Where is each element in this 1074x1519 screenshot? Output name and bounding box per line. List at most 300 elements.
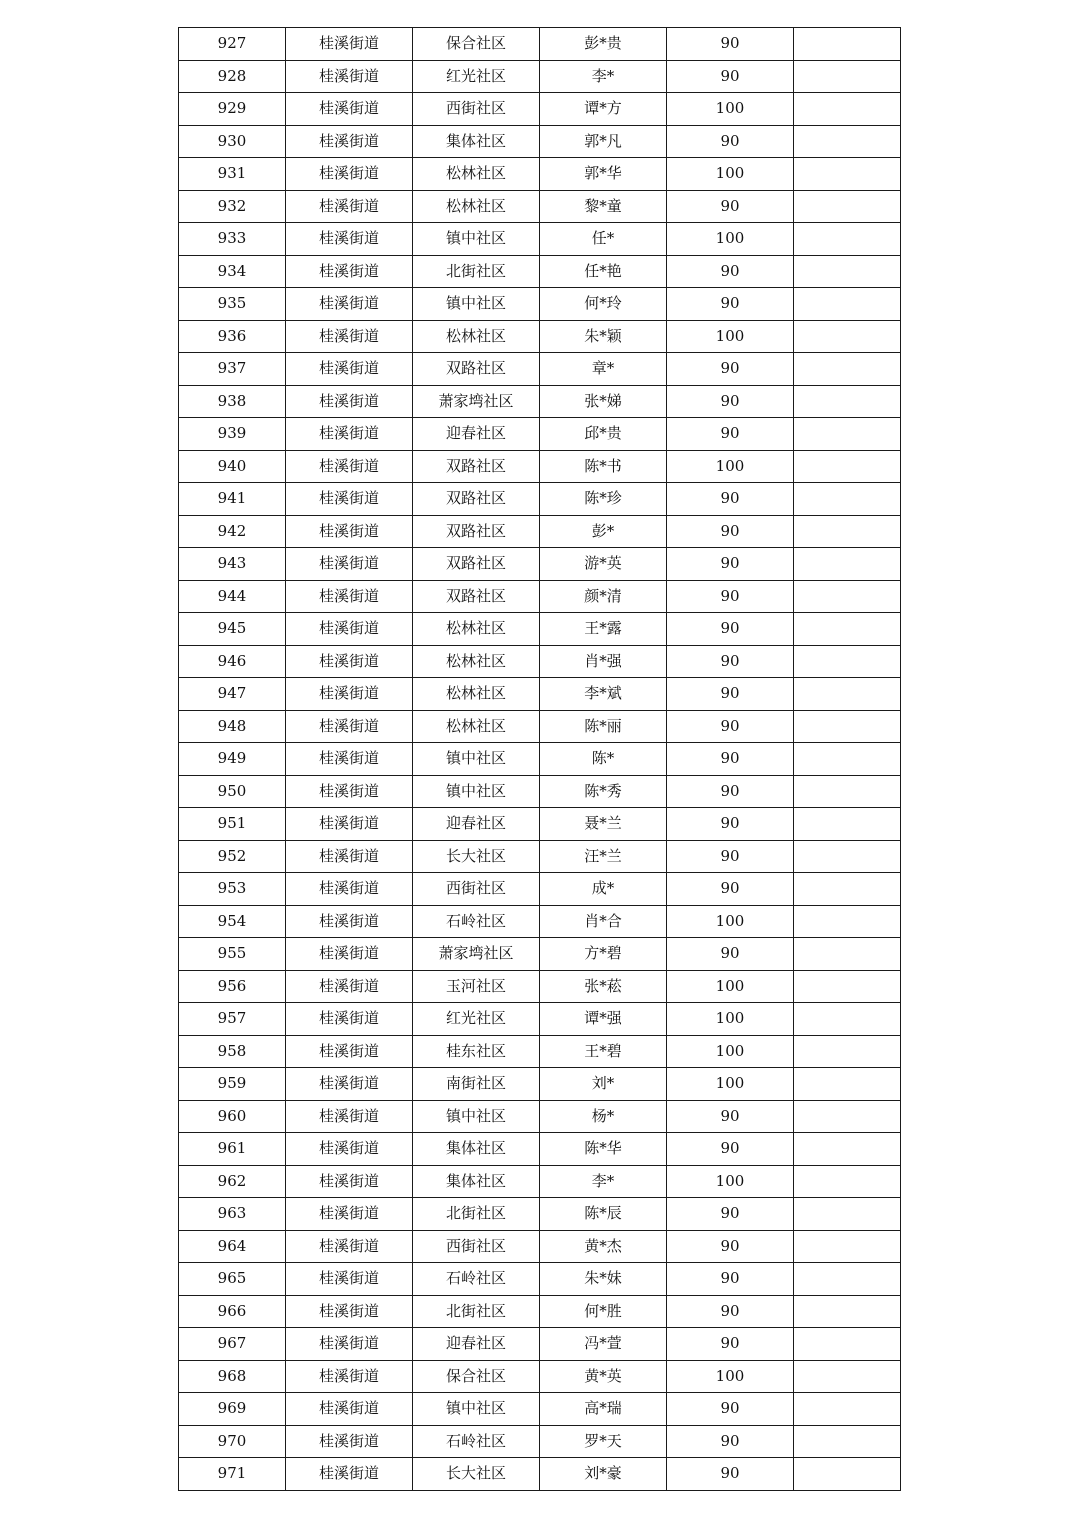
row-number: 971 [179,1458,286,1491]
score-cell: 100 [667,223,794,256]
street-cell: 桂溪街道 [286,840,413,873]
score-cell: 90 [667,873,794,906]
remark-cell [794,840,901,873]
row-number: 958 [179,1035,286,1068]
row-number: 967 [179,1328,286,1361]
table-row [179,743,901,776]
remark-cell [794,255,901,288]
remark-cell [794,873,901,906]
table-row [179,320,901,353]
community-cell: 玉河社区 [413,970,540,1003]
street-cell: 桂溪街道 [286,1100,413,1133]
street-cell: 桂溪街道 [286,418,413,451]
community-cell: 桂东社区 [413,1035,540,1068]
name-cell: 汪*兰 [540,840,667,873]
row-number: 966 [179,1295,286,1328]
table-row [179,158,901,191]
score-cell: 100 [667,158,794,191]
score-cell: 90 [667,28,794,61]
name-cell: 彭* [540,515,667,548]
table-row [179,710,901,743]
remark-cell [794,905,901,938]
street-cell: 桂溪街道 [286,775,413,808]
community-cell: 萧家塆社区 [413,938,540,971]
name-cell: 郭*华 [540,158,667,191]
street-cell: 桂溪街道 [286,1328,413,1361]
street-cell: 桂溪街道 [286,873,413,906]
name-cell: 李* [540,60,667,93]
street-cell: 桂溪街道 [286,1003,413,1036]
row-number: 951 [179,808,286,841]
name-cell: 何*玲 [540,288,667,321]
table-row [179,1003,901,1036]
name-cell: 李* [540,1165,667,1198]
name-cell: 任* [540,223,667,256]
table-row [179,190,901,223]
remark-cell [794,450,901,483]
score-cell: 100 [667,1035,794,1068]
street-cell: 桂溪街道 [286,613,413,646]
remark-cell [794,483,901,516]
table-row [179,1165,901,1198]
table-row [179,483,901,516]
community-cell: 双路社区 [413,353,540,386]
remark-cell [794,93,901,126]
street-cell: 桂溪街道 [286,1425,413,1458]
community-cell: 迎春社区 [413,1328,540,1361]
community-cell: 红光社区 [413,60,540,93]
score-cell: 90 [667,548,794,581]
score-cell: 90 [667,1458,794,1491]
table-row [179,1230,901,1263]
score-cell: 90 [667,1393,794,1426]
table-row [179,645,901,678]
score-cell: 90 [667,353,794,386]
community-cell: 松林社区 [413,320,540,353]
name-cell: 刘*豪 [540,1458,667,1491]
name-cell: 谭*方 [540,93,667,126]
street-cell: 桂溪街道 [286,450,413,483]
name-cell: 陈*丽 [540,710,667,743]
table-row [179,1425,901,1458]
community-cell: 双路社区 [413,580,540,613]
remark-cell [794,1198,901,1231]
remark-cell [794,1035,901,1068]
table-row [179,450,901,483]
row-number: 939 [179,418,286,451]
row-number: 946 [179,645,286,678]
remark-cell [794,1133,901,1166]
community-cell: 双路社区 [413,483,540,516]
street-cell: 桂溪街道 [286,320,413,353]
table-row [179,1393,901,1426]
table-row [179,418,901,451]
score-cell: 100 [667,450,794,483]
table-row [179,28,901,61]
row-number: 969 [179,1393,286,1426]
community-cell: 石岭社区 [413,1263,540,1296]
score-cell: 90 [667,1425,794,1458]
name-cell: 冯*萱 [540,1328,667,1361]
name-cell: 刘* [540,1068,667,1101]
name-cell: 朱*妹 [540,1263,667,1296]
community-cell: 松林社区 [413,645,540,678]
table-row [179,255,901,288]
row-number: 931 [179,158,286,191]
name-cell: 任*艳 [540,255,667,288]
remark-cell [794,288,901,321]
row-number: 950 [179,775,286,808]
street-cell: 桂溪街道 [286,515,413,548]
table-row [179,1133,901,1166]
row-number: 929 [179,93,286,126]
remark-cell [794,60,901,93]
community-cell: 集体社区 [413,125,540,158]
score-cell: 90 [667,60,794,93]
score-cell: 90 [667,710,794,743]
score-cell: 90 [667,1100,794,1133]
street-cell: 桂溪街道 [286,60,413,93]
community-cell: 石岭社区 [413,905,540,938]
score-cell: 90 [667,938,794,971]
community-cell: 双路社区 [413,450,540,483]
street-cell: 桂溪街道 [286,190,413,223]
street-cell: 桂溪街道 [286,970,413,1003]
community-cell: 镇中社区 [413,1393,540,1426]
table-row [179,1100,901,1133]
street-cell: 桂溪街道 [286,1165,413,1198]
street-cell: 桂溪街道 [286,678,413,711]
remark-cell [794,1165,901,1198]
row-number: 970 [179,1425,286,1458]
community-cell: 石岭社区 [413,1425,540,1458]
community-cell: 萧家塆社区 [413,385,540,418]
table-row [179,93,901,126]
row-number: 941 [179,483,286,516]
row-number: 935 [179,288,286,321]
name-cell: 陈*辰 [540,1198,667,1231]
street-cell: 桂溪街道 [286,905,413,938]
street-cell: 桂溪街道 [286,1295,413,1328]
score-cell: 100 [667,970,794,1003]
row-number: 954 [179,905,286,938]
row-number: 948 [179,710,286,743]
score-cell: 90 [667,1133,794,1166]
remark-cell [794,1458,901,1491]
score-cell: 100 [667,1068,794,1101]
table-row [179,548,901,581]
row-number: 947 [179,678,286,711]
row-number: 942 [179,515,286,548]
score-cell: 90 [667,678,794,711]
remark-cell [794,385,901,418]
name-cell: 陈*珍 [540,483,667,516]
row-number: 959 [179,1068,286,1101]
community-cell: 集体社区 [413,1165,540,1198]
table-row [179,125,901,158]
remark-cell [794,28,901,61]
table-row [179,970,901,1003]
remark-cell [794,808,901,841]
score-cell: 100 [667,1165,794,1198]
score-cell: 90 [667,1295,794,1328]
street-cell: 桂溪街道 [286,1458,413,1491]
remark-cell [794,1393,901,1426]
row-number: 960 [179,1100,286,1133]
remark-cell [794,223,901,256]
street-cell: 桂溪街道 [286,645,413,678]
table-row [179,1068,901,1101]
remark-cell [794,1230,901,1263]
table-row [179,840,901,873]
name-cell: 郭*凡 [540,125,667,158]
remark-cell [794,190,901,223]
remark-cell [794,1360,901,1393]
name-cell: 方*碧 [540,938,667,971]
row-number: 956 [179,970,286,1003]
row-number: 928 [179,60,286,93]
community-cell: 长大社区 [413,1458,540,1491]
table-row [179,1198,901,1231]
score-cell: 90 [667,190,794,223]
table-row [179,1263,901,1296]
remark-cell [794,970,901,1003]
name-cell: 黎*童 [540,190,667,223]
table-row [179,938,901,971]
remark-cell [794,938,901,971]
name-cell: 何*胜 [540,1295,667,1328]
row-number: 965 [179,1263,286,1296]
street-cell: 桂溪街道 [286,710,413,743]
community-cell: 镇中社区 [413,223,540,256]
name-cell: 张*菘 [540,970,667,1003]
score-cell: 90 [667,1263,794,1296]
street-cell: 桂溪街道 [286,548,413,581]
street-cell: 桂溪街道 [286,1068,413,1101]
row-number: 938 [179,385,286,418]
name-cell: 陈*书 [540,450,667,483]
name-cell: 陈*华 [540,1133,667,1166]
row-number: 943 [179,548,286,581]
name-cell: 陈*秀 [540,775,667,808]
remark-cell [794,645,901,678]
name-cell: 游*英 [540,548,667,581]
name-cell: 谭*强 [540,1003,667,1036]
score-cell: 90 [667,515,794,548]
street-cell: 桂溪街道 [286,1133,413,1166]
table-row [179,1328,901,1361]
row-number: 957 [179,1003,286,1036]
score-cell: 90 [667,1328,794,1361]
score-cell: 90 [667,613,794,646]
street-cell: 桂溪街道 [286,353,413,386]
remark-cell [794,1100,901,1133]
remark-cell [794,125,901,158]
table-row [179,1360,901,1393]
street-cell: 桂溪街道 [286,1393,413,1426]
table-row [179,60,901,93]
row-number: 944 [179,580,286,613]
street-cell: 桂溪街道 [286,1035,413,1068]
row-number: 932 [179,190,286,223]
street-cell: 桂溪街道 [286,28,413,61]
community-cell: 北街社区 [413,255,540,288]
remark-cell [794,613,901,646]
name-cell: 颜*清 [540,580,667,613]
score-cell: 90 [667,1198,794,1231]
community-cell: 保合社区 [413,28,540,61]
community-cell: 镇中社区 [413,743,540,776]
community-cell: 镇中社区 [413,1100,540,1133]
name-cell: 陈* [540,743,667,776]
community-cell: 西街社区 [413,873,540,906]
community-cell: 西街社区 [413,1230,540,1263]
row-number: 963 [179,1198,286,1231]
remark-cell [794,353,901,386]
community-cell: 松林社区 [413,158,540,191]
street-cell: 桂溪街道 [286,93,413,126]
name-cell: 王*碧 [540,1035,667,1068]
row-number: 964 [179,1230,286,1263]
score-cell: 90 [667,743,794,776]
score-cell: 90 [667,840,794,873]
name-cell: 李*斌 [540,678,667,711]
table-row [179,873,901,906]
remark-cell [794,1425,901,1458]
table-row [179,808,901,841]
row-number: 953 [179,873,286,906]
table-row [179,1035,901,1068]
row-number: 961 [179,1133,286,1166]
score-cell: 90 [667,385,794,418]
name-cell: 肖*合 [540,905,667,938]
name-cell: 高*瑞 [540,1393,667,1426]
table-row [179,613,901,646]
community-cell: 迎春社区 [413,418,540,451]
row-number: 934 [179,255,286,288]
remark-cell [794,515,901,548]
community-cell: 集体社区 [413,1133,540,1166]
remark-cell [794,418,901,451]
street-cell: 桂溪街道 [286,938,413,971]
street-cell: 桂溪街道 [286,158,413,191]
row-number: 955 [179,938,286,971]
remark-cell [794,1295,901,1328]
row-number: 952 [179,840,286,873]
street-cell: 桂溪街道 [286,1263,413,1296]
score-cell: 90 [667,580,794,613]
table-row [179,678,901,711]
score-cell: 100 [667,1003,794,1036]
score-cell: 90 [667,808,794,841]
name-cell: 罗*天 [540,1425,667,1458]
remark-cell [794,320,901,353]
street-cell: 桂溪街道 [286,223,413,256]
row-number: 940 [179,450,286,483]
table-row [179,1458,901,1491]
score-cell: 90 [667,483,794,516]
score-cell: 90 [667,288,794,321]
remark-cell [794,1068,901,1101]
roster-table-body [179,28,901,1491]
score-cell: 100 [667,905,794,938]
row-number: 937 [179,353,286,386]
name-cell: 彭*贵 [540,28,667,61]
name-cell: 邱*贵 [540,418,667,451]
table-row [179,223,901,256]
street-cell: 桂溪街道 [286,483,413,516]
score-cell: 90 [667,775,794,808]
remark-cell [794,158,901,191]
community-cell: 双路社区 [413,548,540,581]
name-cell: 王*露 [540,613,667,646]
street-cell: 桂溪街道 [286,808,413,841]
street-cell: 桂溪街道 [286,1360,413,1393]
name-cell: 黄*杰 [540,1230,667,1263]
name-cell: 朱*颖 [540,320,667,353]
name-cell: 肖*强 [540,645,667,678]
community-cell: 松林社区 [413,710,540,743]
row-number: 936 [179,320,286,353]
community-cell: 西街社区 [413,93,540,126]
row-number: 927 [179,28,286,61]
community-cell: 保合社区 [413,1360,540,1393]
row-number: 968 [179,1360,286,1393]
community-cell: 镇中社区 [413,288,540,321]
row-number: 962 [179,1165,286,1198]
name-cell: 聂*兰 [540,808,667,841]
score-cell: 100 [667,320,794,353]
street-cell: 桂溪街道 [286,580,413,613]
community-cell: 镇中社区 [413,775,540,808]
street-cell: 桂溪街道 [286,1198,413,1231]
score-cell: 90 [667,255,794,288]
score-cell: 90 [667,418,794,451]
score-cell: 100 [667,1360,794,1393]
community-cell: 迎春社区 [413,808,540,841]
name-cell: 黄*英 [540,1360,667,1393]
street-cell: 桂溪街道 [286,255,413,288]
remark-cell [794,1328,901,1361]
name-cell: 章* [540,353,667,386]
score-cell: 100 [667,93,794,126]
remark-cell [794,548,901,581]
street-cell: 桂溪街道 [286,743,413,776]
row-number: 949 [179,743,286,776]
roster-table [178,27,901,1491]
community-cell: 松林社区 [413,190,540,223]
row-number: 933 [179,223,286,256]
community-cell: 双路社区 [413,515,540,548]
street-cell: 桂溪街道 [286,385,413,418]
table-row [179,775,901,808]
row-number: 930 [179,125,286,158]
remark-cell [794,775,901,808]
score-cell: 90 [667,645,794,678]
remark-cell [794,1003,901,1036]
community-cell: 长大社区 [413,840,540,873]
remark-cell [794,710,901,743]
table-row [179,288,901,321]
remark-cell [794,678,901,711]
community-cell: 松林社区 [413,613,540,646]
name-cell: 杨* [540,1100,667,1133]
name-cell: 成* [540,873,667,906]
table-row [179,385,901,418]
name-cell: 张*娣 [540,385,667,418]
community-cell: 南街社区 [413,1068,540,1101]
table-row [179,353,901,386]
